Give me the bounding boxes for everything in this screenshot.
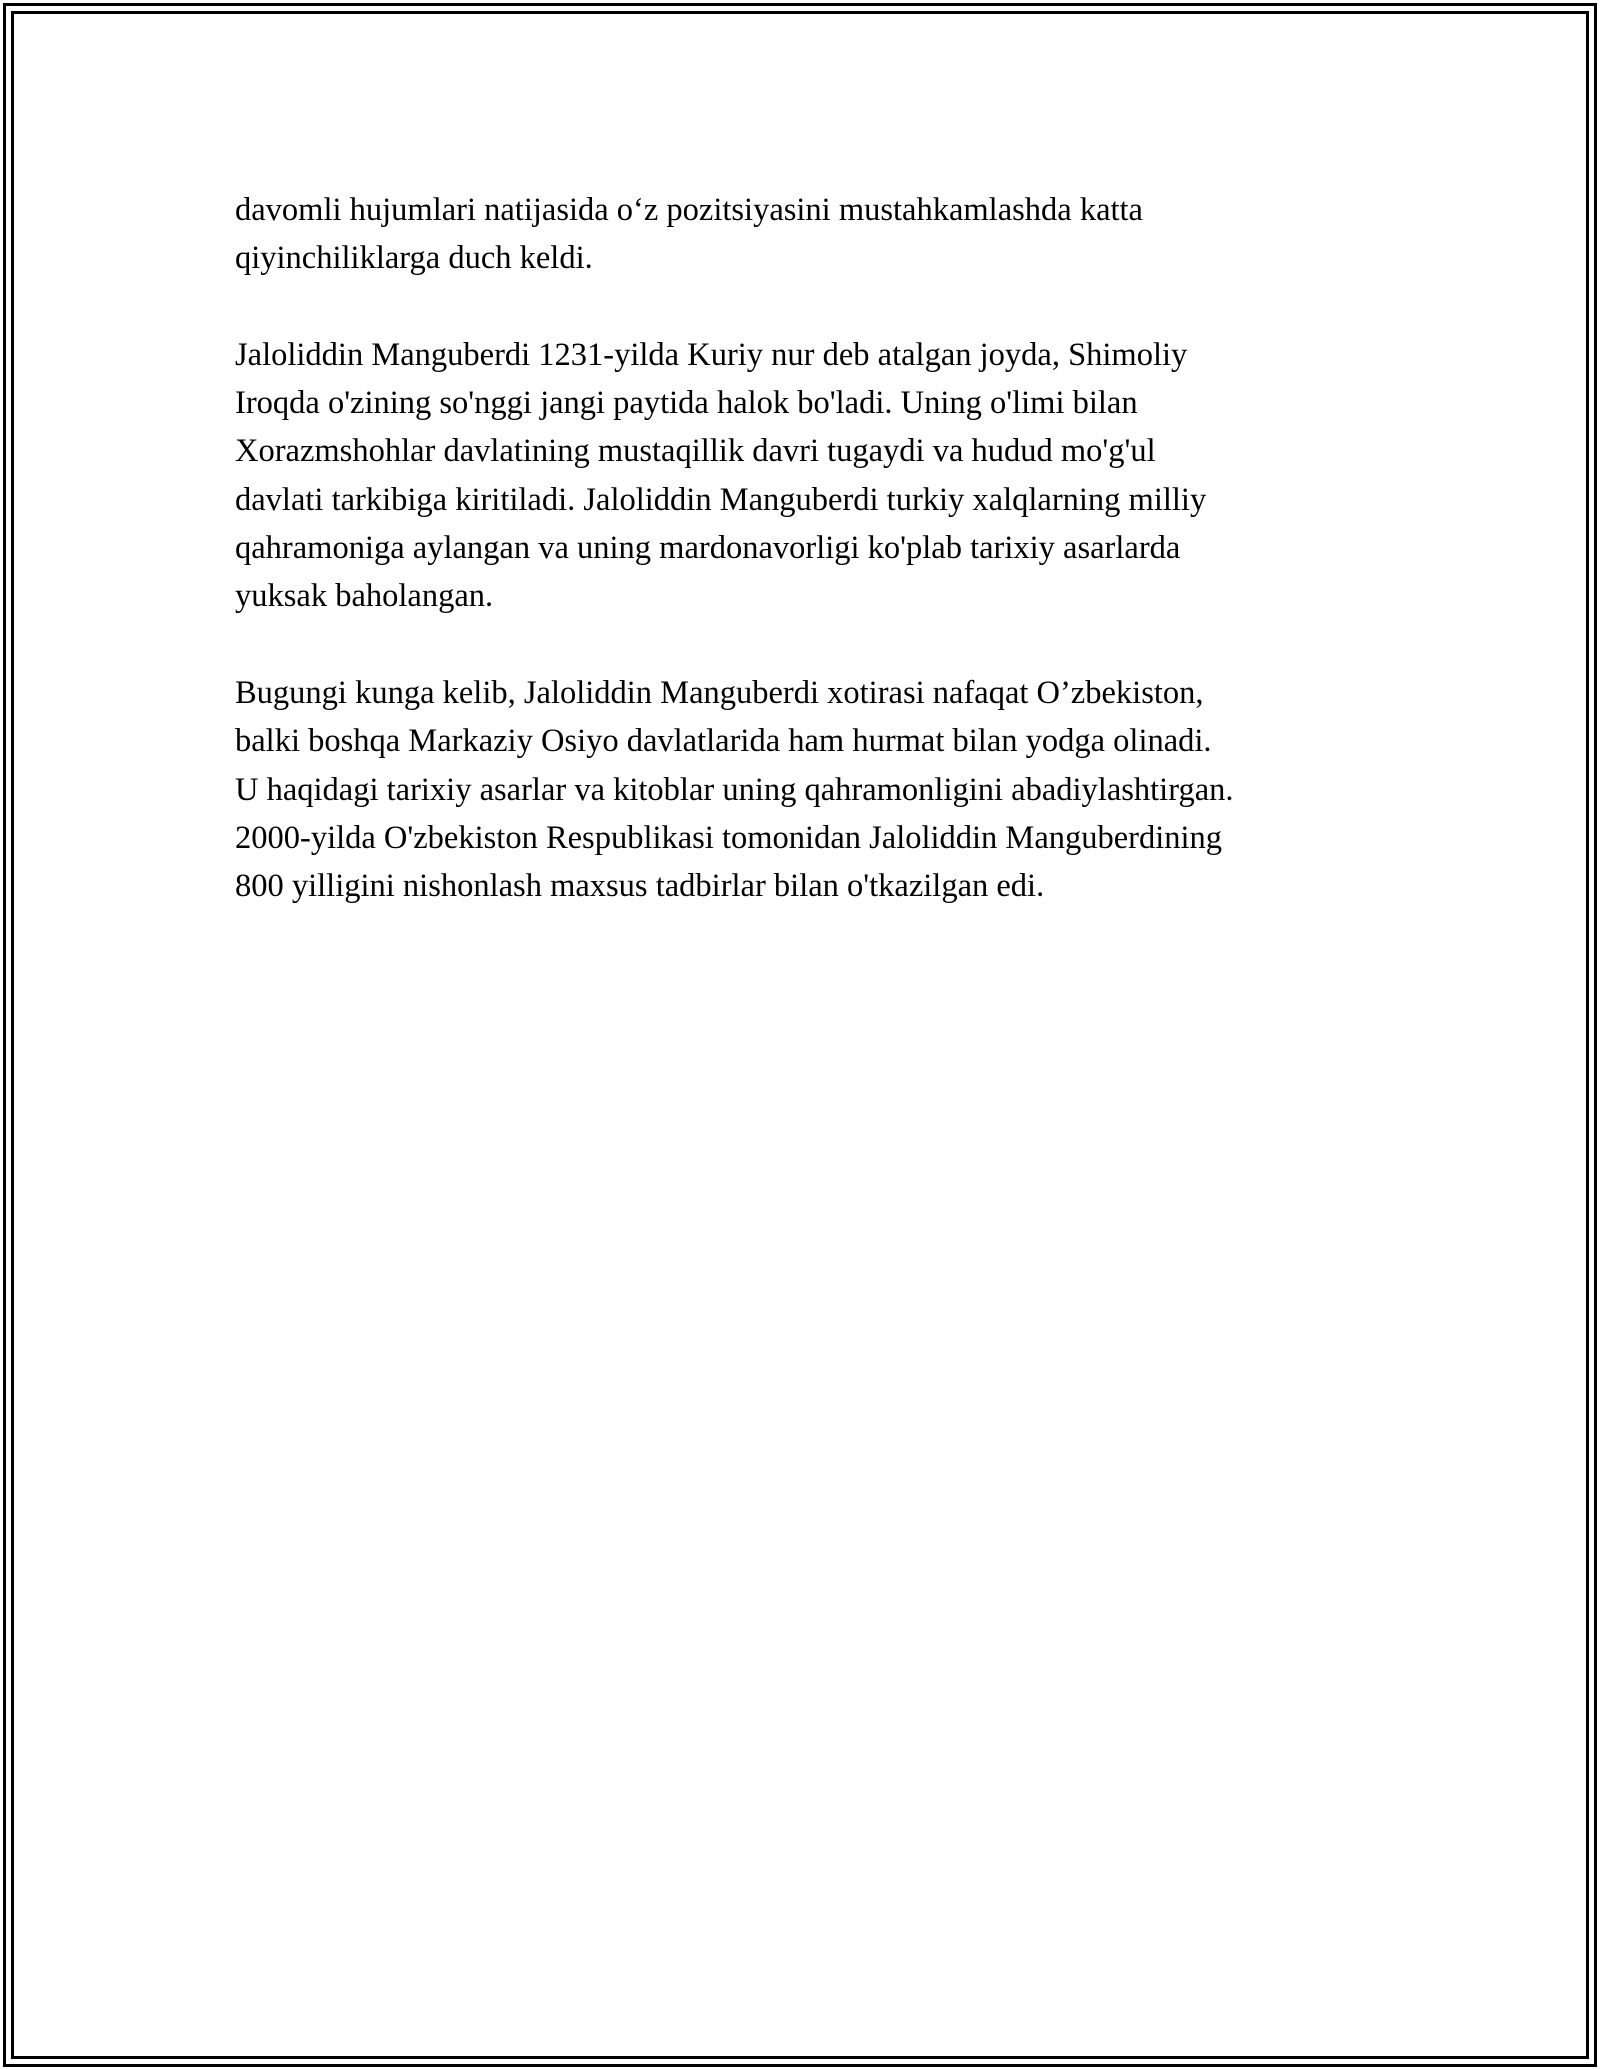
- text-line: davlati tarkibiga kiritiladi. Jaloliddin Manguberdi turkiy xalqlarning milliy: [235, 481, 1207, 518]
- text-line: 800 yilligini nishonlash maxsus tadbirlar bilan o'tkazilgan edi.: [235, 868, 1045, 905]
- text-line: Xorazmshohlar davlatining mustaqillik davri tugaydi va hudud mo'g'ul: [235, 433, 1156, 470]
- paragraph-1: [235, 186, 1385, 283]
- text-line: qahramoniga aylangan va uning mardonavorligi ko'plab tarixiy asarlarda: [235, 530, 1181, 567]
- document-body: [235, 186, 1385, 959]
- paragraph-2: [235, 331, 1385, 621]
- text-line: qiyinchiliklarga duch keldi.: [235, 240, 593, 277]
- text-line: Bugungi kunga kelib, Jaloliddin Manguberdi xotirasi nafaqat O’zbekiston,: [235, 674, 1204, 711]
- paragraph-3: [235, 669, 1385, 910]
- text-line: Jaloliddin Manguberdi 1231-yilda Kuriy nur deb atalgan joyda, Shimoliy: [235, 336, 1188, 373]
- text-line: yuksak baholangan.: [235, 578, 494, 615]
- text-line: Iroqda o'zining so'nggi jangi paytida halok bo'ladi. Uning o'limi bilan: [235, 385, 1138, 422]
- text-line: 2000-yilda O'zbekiston Respublikasi tomonidan Jaloliddin Manguberdining: [235, 819, 1223, 856]
- text-line: balki boshqa Markaziy Osiyo davlatlarida ham hurmat bilan yodga olinadi.: [235, 723, 1212, 760]
- text-line: davomli hujumlari natijasida o‘z pozitsiyasini mustahkamlashda katta: [235, 192, 1143, 228]
- text-line: U haqidagi tarixiy asarlar va kitoblar uning qahramonligini abadiylashtirgan.: [235, 771, 1234, 808]
